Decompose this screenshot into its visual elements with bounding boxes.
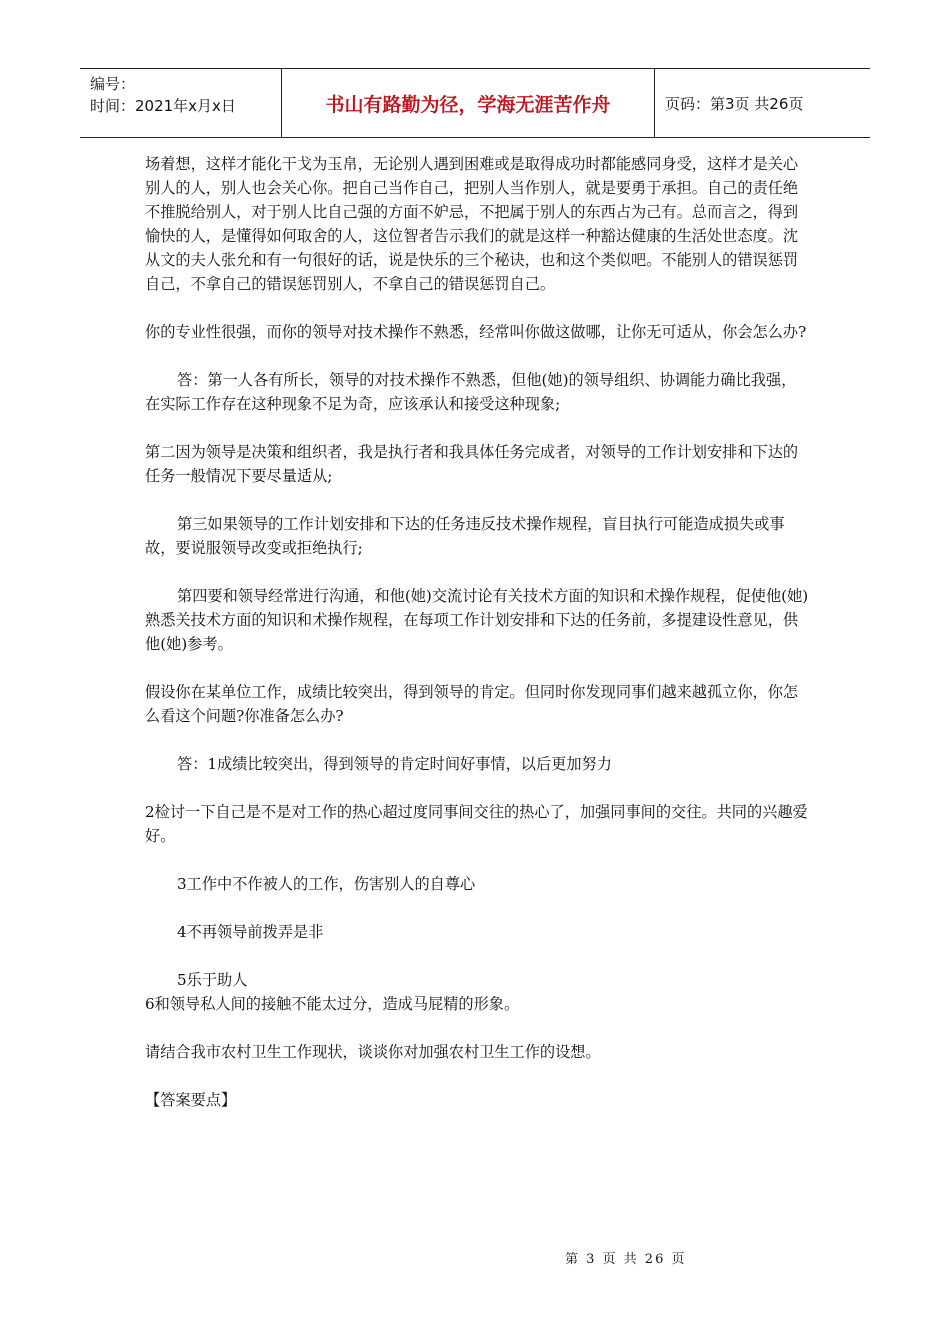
question-1: 你的专业性很强，而你的领导对技术操作不熟悉，经常叫你做这做哪，让你无可适从，你会怎么办? xyxy=(145,323,807,341)
answer-2-point-2: 2检讨一下自己是不是对工作的热心超过度同事间交往的热心了，加强同事间的交往。共同的兴趣爱好。 xyxy=(145,803,808,845)
header-page-info: 页码：第3页 共26页 xyxy=(665,94,804,113)
page-footer: 第 3 页 共 26 页 xyxy=(565,1252,687,1267)
time-label: 时间：2021年x月x日 xyxy=(90,97,236,115)
answer-1-point-2: 第二因为领导是决策和组织者，我是执行者和我具体任务完成者，对领导的工作计划安排和下达的任务一般情况下要尽量适从; xyxy=(145,443,799,485)
answer-1-point-1: 答：第一人各有所长，领导的对技术操作不熟悉，但他(她)的领导组织、协调能力确比我强，在实际工作存在这种现象不足为奇，应该承认和接受这种现象; xyxy=(145,371,797,413)
answer-1-point-4: 第四要和领导经常进行沟通，和他(她)交流讨论有关技术方面的知识和术操作规程，促使他(她)熟悉关技术方面的知识和术操作规程，在每项工作计划安排和下达的任务前，多提建设性意见，供他(她)参考。 xyxy=(145,587,809,653)
header-motto: 书山有路勤为径，学海无涯苦作舟 xyxy=(282,69,655,137)
number-label: 编号： xyxy=(90,75,136,93)
answer-2-point-3: 3工作中不作被人的工作，伤害别人的自尊心 xyxy=(177,875,476,893)
answer-2-point-5: 5乐于助人 xyxy=(177,971,248,989)
question-3: 请结合我市农村卫生工作现状，谈谈你对加强农村卫生工作的设想。 xyxy=(145,1043,601,1061)
answer-key-heading: 【答案要点】 xyxy=(145,1091,237,1109)
paragraph-continuation: 场着想，这样才能化干戈为玉帛，无论别人遇到困难或是取得成功时都能感同身受，这样才是关心别人的人，别人也会关心你。把自己当作自己，把别人当作别人，就是要勇于承担。自己的责任绝不推脱给别人，对于别人比自己强的方面不妒忌，不把属于别人的东西占为己有。总而言之，得到愉快的人，是懂得如何取舍的人，这位智者告示我们的就是这样一种豁达健康的生活处世态度。沈从文的夫人张允和有一句很好的话，说是快乐的三个秘诀，也和这个类似吧。不能别人的错误惩罚自己，不拿自己的错误惩罚别人，不拿自己的错误惩罚自己。 xyxy=(145,155,799,293)
question-2: 假设你在某单位工作，成绩比较突出，得到领导的肯定。但同时你发现同事们越来越孤立你，你怎么看这个问题?你准备怎么办? xyxy=(145,683,799,725)
answer-1-point-3: 第三如果领导的工作计划安排和下达的任务违反技术操作规程，盲目执行可能造成损失或事故，要说服领导改变或拒绝执行; xyxy=(145,515,785,557)
header-meta xyxy=(80,69,282,137)
document-body xyxy=(145,152,809,1112)
answer-2-point-6: 6和领导私人间的接触不能太过分，造成马屁精的形象。 xyxy=(145,995,520,1013)
page-header xyxy=(80,68,870,138)
answer-2-point-1: 答：1成绩比较突出，得到领导的肯定时间好事情，以后更加努力 xyxy=(177,755,612,773)
answer-2-point-4: 4不再领导前拨弄是非 xyxy=(177,923,324,941)
